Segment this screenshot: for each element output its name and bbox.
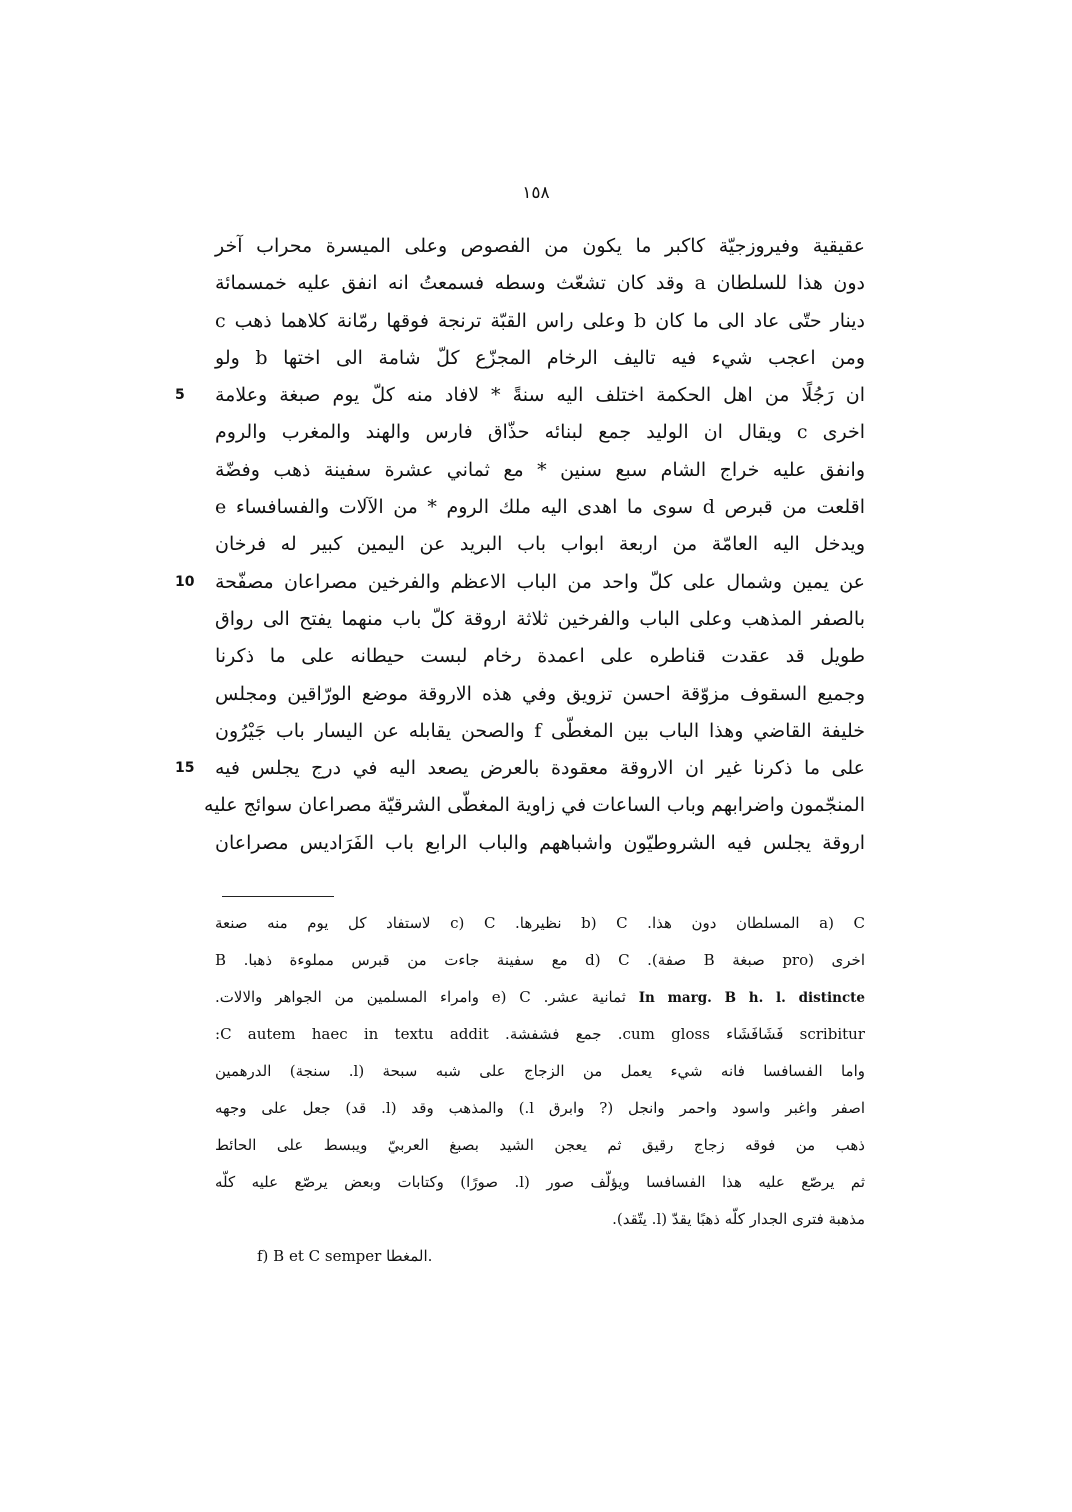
text-line [175, 377, 865, 414]
text-line [215, 676, 865, 713]
footnote-separator [222, 896, 334, 897]
footnote-line [215, 942, 865, 979]
footnote-text: ثم يرصّع عليه هذا الفسافسا ويؤلّف صور (l. صورًا) وكتابات وبعض يرصّع عليه كلّه [215, 1173, 866, 1191]
text-line [215, 526, 865, 563]
footnote-text: ذهب من فوقه زجاج رقيق ثم يعجن الشيد بصبغ العربيّ ويبسط على الحائط [215, 1136, 865, 1154]
footnote-f: f) B et C semper المغطا. [257, 1247, 433, 1265]
text-line [215, 303, 865, 340]
text-line [215, 414, 865, 451]
footnote-text: اصفر واغبر واسود واحمر وانجل (? وابرق l.) والمذهب وقد (l. قد) جعل على وجهه [215, 1099, 865, 1117]
text-line [215, 489, 865, 526]
line-text: بالصفر المذهب وعلى الباب والفرخين ثلاثة اروقة كلّ باب منهما يفتح الى رواق [215, 607, 865, 630]
line-text: المنجّمون واضرابهم وباب الساعات في زاوية المغطّى الشرقيّة مصراعان سوائج عليه [204, 794, 865, 817]
text-line [215, 228, 865, 265]
footnote-line [215, 1201, 865, 1238]
footnote-text: مذهبة فترى الجدار كلّه ذهبًا يقدّ (l. يتّقد). [612, 1210, 865, 1228]
text-line [175, 564, 865, 601]
footnote-text: واما الفسافسا فانه شيء يعمل من الزجاج على شبه سبحة (l. سنجة) الدرهمين [215, 1062, 866, 1080]
line-text: اروقة يجلس فيه الشروطيّون واشباههم والباب الرابع باب الفَرَاديس مصراعان [215, 831, 865, 854]
line-number: 10 [175, 573, 195, 590]
footnote-line [215, 1053, 865, 1090]
footnotes [215, 905, 865, 1275]
line-text: وانفق عليه خراج الشام سبع سنين * مع ثماني عشرة سفينة ذهب وفضّة [215, 458, 865, 481]
text-line [215, 265, 865, 302]
line-text: طويل قد عقدت قناطره على اعمدة رخام لبست حيطانه على ما ذكرنا [215, 645, 865, 668]
line-text: ومن اعجب شيء فيه تاليف الرخام المجزّع كلّ شامة الى اختها b ولو [215, 346, 865, 369]
footnote-text: a) C المسلطان دون هذا. b) C نظيرها. c) C لاستفاد كل يوم منه صنعة [215, 914, 866, 932]
page-number: ١٥٨ [522, 183, 550, 203]
footnote-line [215, 1016, 865, 1053]
footnote-line [215, 905, 865, 942]
line-text: اقلعت من قبرص d سوى ما اهدى اليه ملك الروم * من الآلات والفسافساء e [215, 496, 865, 519]
line-text: دينار حتّى عاد الى ما كان b وعلى راس القبّة ترنجة فوقها رمّانة كلاهما ذهب c [215, 309, 865, 332]
text-line [215, 340, 865, 377]
footnote-line [215, 1127, 865, 1164]
text-line [215, 638, 865, 675]
line-number: 5 [175, 387, 185, 404]
line-text: عقيقية وفيروزجيّة كاكبر ما يكون من الفصوص وعلى الميسرة محراب آخر [215, 235, 865, 257]
text-line [215, 713, 865, 750]
line-text: ان رَجُلًا من اهل الحكمة اختلف اليه سنةً * لافاد منه كلّ يوم صبغة وعلامة [215, 384, 865, 407]
text-line [204, 787, 865, 824]
footnote-text: اخرى (pro صبغة B صفة). d) C مع سفينة جاءت من قبرس مملوءة ذهبا. B [215, 951, 865, 969]
line-number: 15 [175, 760, 195, 777]
main-text [175, 228, 866, 862]
line-text: اخرى c ويقال ان الوليد جمع لبنائه حذّاق فارس والهند والمغرب والروم [215, 421, 866, 444]
line-text: عن يمين وشمال على كلّ واحد من الباب الاعظم والفرخين مصراعان مصفّحة [215, 570, 865, 593]
footnote-line [215, 979, 865, 1016]
line-text: على ما ذكرنا غير ان الاروقة معقودة بالعرض يصعد اليه في درج يجلس فيه [215, 757, 865, 780]
footnote-text: ثمانية عشر. e) C وامراء المسلمين من الجواهر والالات. [215, 988, 626, 1006]
line-text: خليفة القاضي وهذا الباب بين المغطّى f والصحن يقابله عن اليسار باب جَيْرُون [215, 719, 865, 742]
line-text: ويدخل اليه العامّة من اربعة ابواب باب البريد عن اليمين كبير له فرخان [215, 533, 865, 556]
text-line [175, 750, 865, 787]
footnote-line [215, 1164, 865, 1201]
text-line [215, 825, 865, 862]
footnote-text: scribitur فَشَافَشَاء cum gloss. جمع فشفشة. C autem haec in textu addit: [215, 1025, 865, 1043]
text-line [215, 601, 865, 638]
footnote-line [215, 1090, 865, 1127]
line-text: دون هذا للسلطان a وقد كان تشعّث وسطه فسمعتُ انه انفق عليه خمسمائة [215, 272, 865, 295]
line-text: وجميع السقوف مزوّقة احسن تزويق وفي هذه الاروقة موضع الورّاقين ومجلس [215, 682, 865, 705]
text-line [215, 452, 865, 489]
footnote-latin: In marg. B h. l. distincte [638, 990, 865, 1006]
